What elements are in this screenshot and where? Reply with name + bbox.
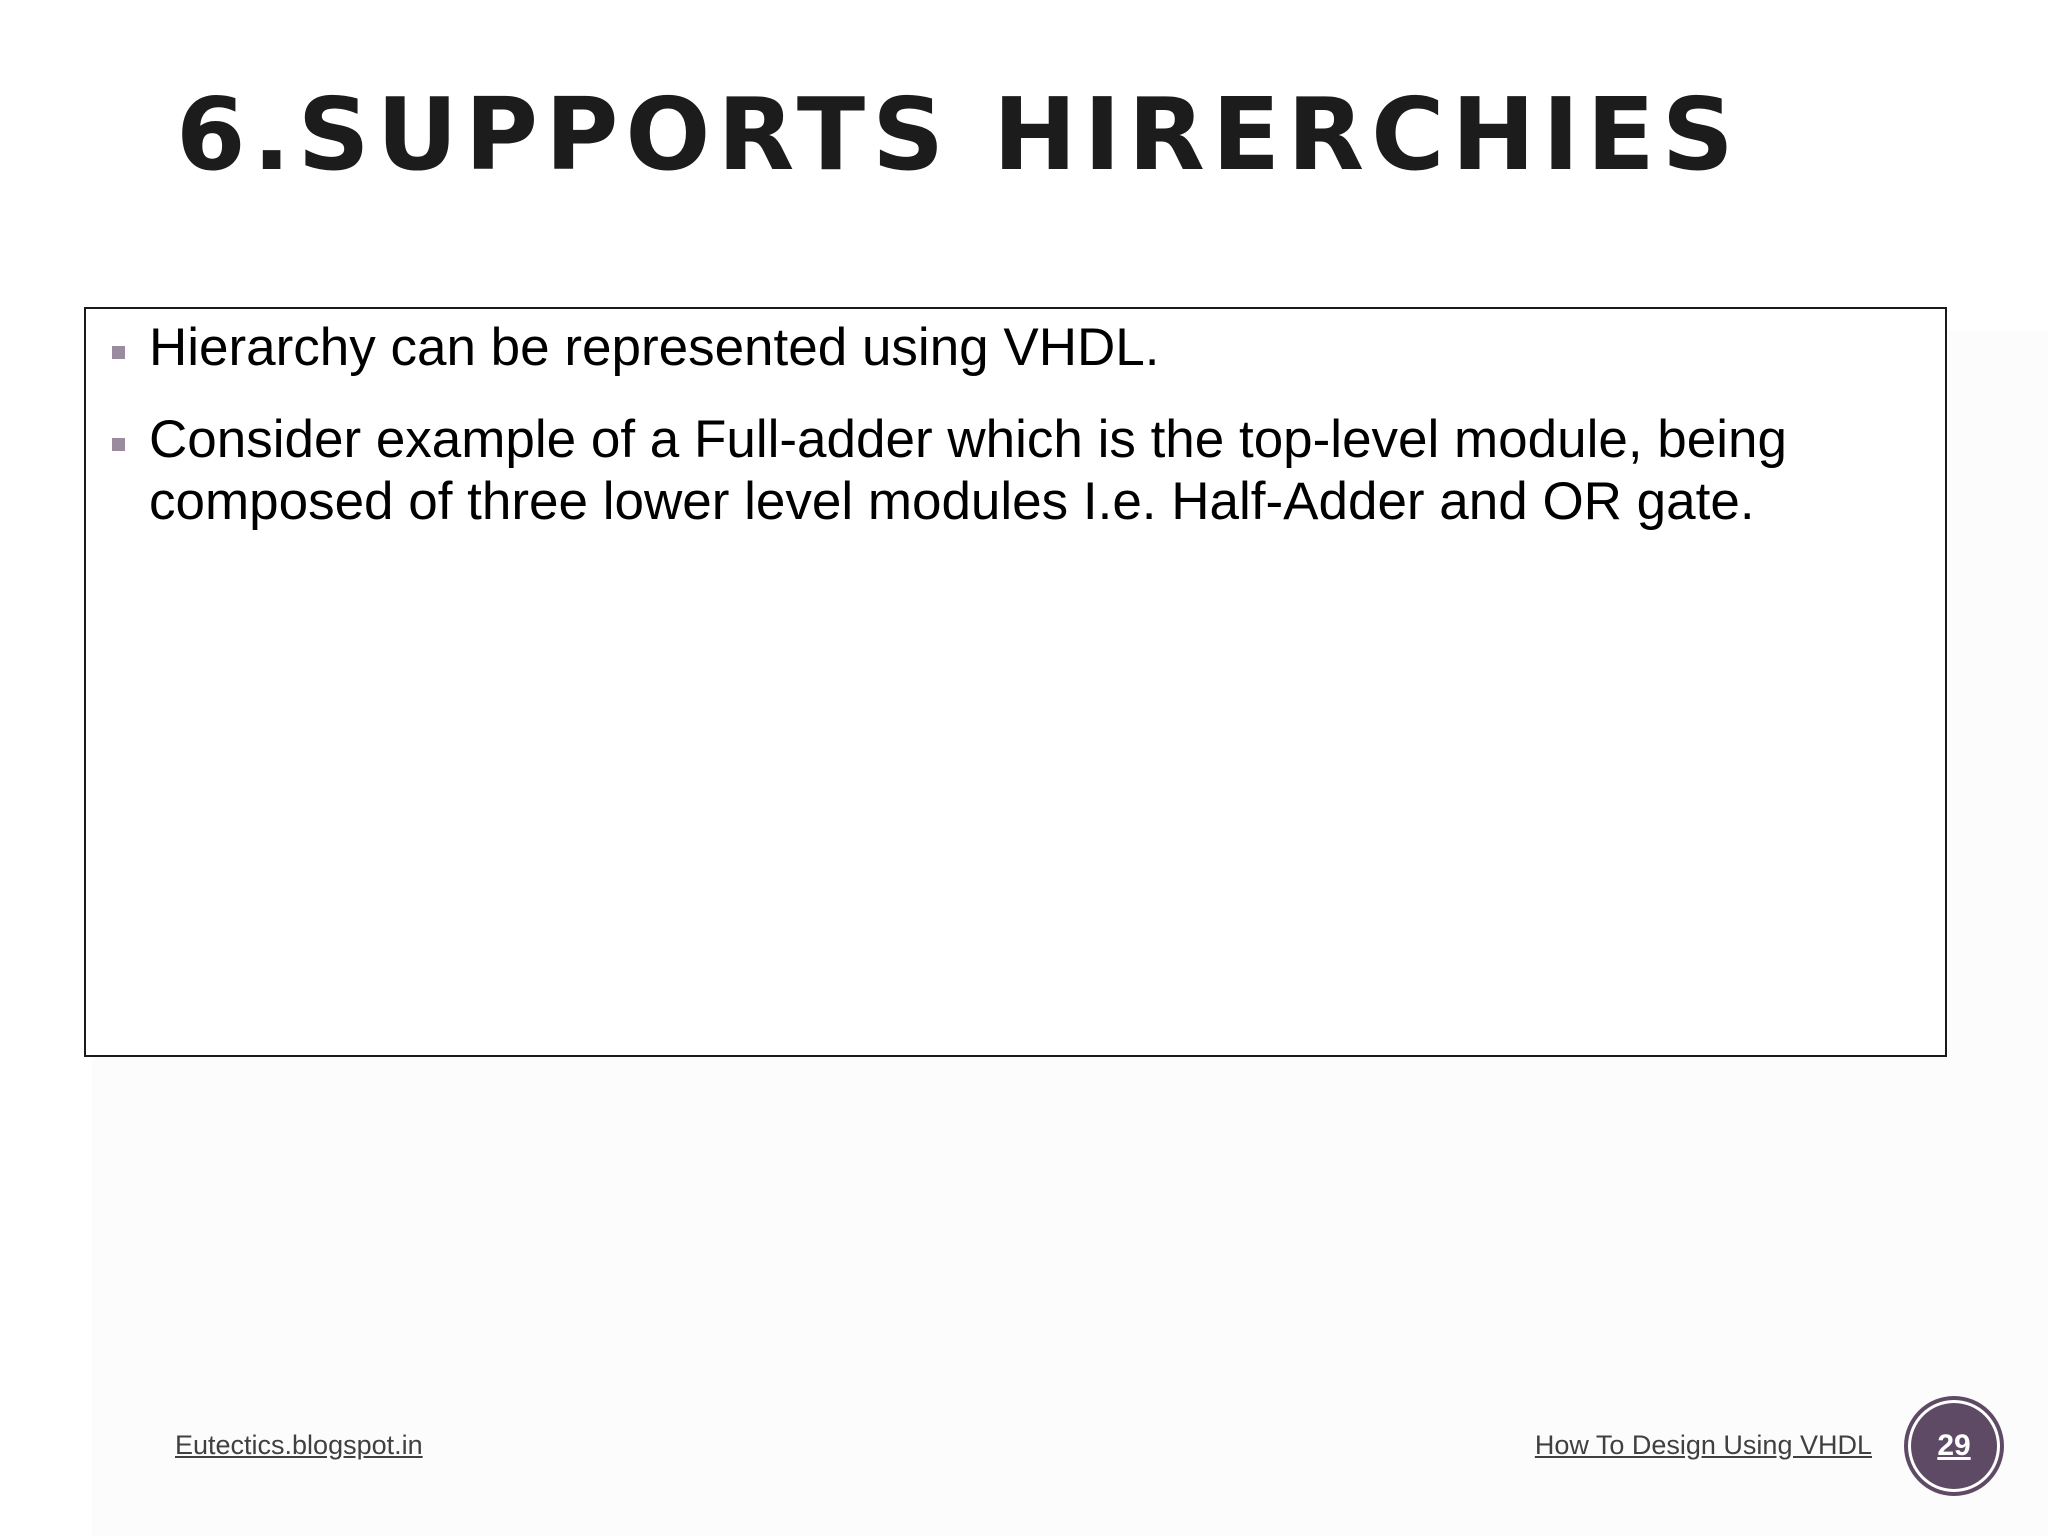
bullet-text: Hierarchy can be represented using VHDL.	[149, 318, 1160, 377]
footer-blog-link[interactable]: Eutectics.blogspot.in	[175, 1430, 423, 1460]
footer-title-link[interactable]: How To Design Using VHDL	[1534, 1430, 1872, 1460]
page-number-badge[interactable]	[1911, 1403, 1997, 1489]
slide-title: 6.SUPPORTS HIRERCHIES	[176, 76, 1741, 193]
square-bullet-icon	[112, 346, 125, 359]
bullet-item	[112, 317, 1925, 379]
content-box	[84, 307, 1947, 1057]
bullet-item	[112, 409, 1925, 533]
bullet-text: Consider example of a Full-adder which is the top-level module, being composed of three lower level modules I.e. Half-Adder and OR gate.	[149, 410, 1787, 531]
page-number: 29	[1937, 1429, 1971, 1462]
square-bullet-icon	[112, 438, 125, 451]
